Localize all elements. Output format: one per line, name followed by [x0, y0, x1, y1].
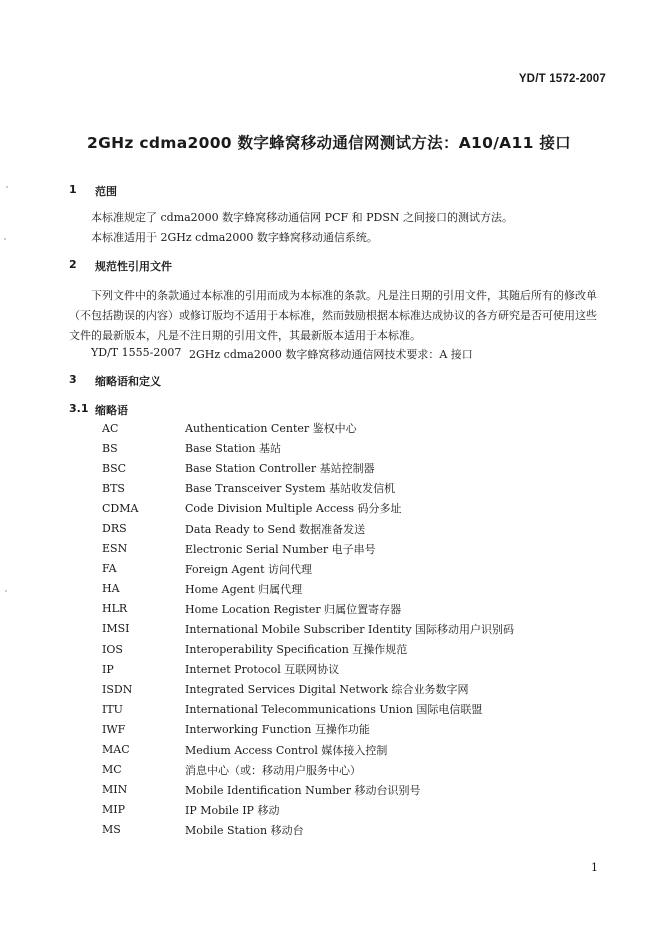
abbreviation-term: IMSI	[102, 622, 130, 636]
abbreviation-term: ITU	[102, 702, 123, 716]
reference-title: 2GHz cdma2000 数字蜂窝移动通信网技术要求：A 接口	[189, 348, 473, 361]
abbreviation-definition: Internet Protocol 互联网协议	[185, 663, 340, 677]
standard-code: YD/T 1572-2007	[518, 73, 606, 85]
abbreviation-term: IOS	[102, 642, 123, 656]
abbreviation-row	[102, 639, 514, 659]
abbreviation-row	[102, 820, 514, 840]
paragraph: 下列文件中的条款通过本标准的引用而成为本标准的条款。凡是注日期的引用文件，其随后所有的修改单（不包括勘误的内容）或修订版均不适用于本标准，然而鼓励根据本标准达成协议的各方研究是否可使用这些文件的最新版本，凡是不注日期的引用文件，其最新版本适用于本标准。	[69, 289, 597, 342]
section-2-heading	[69, 258, 172, 274]
abbreviation-definition: Data Ready to Send 数据准备发送	[185, 522, 366, 536]
abbreviation-row	[102, 659, 514, 679]
abbreviation-row	[102, 760, 514, 780]
abbreviation-row	[102, 518, 514, 538]
abbreviation-term: ESN	[102, 542, 128, 556]
page-number: 1	[591, 861, 598, 874]
abbreviation-row	[102, 539, 514, 559]
abbreviation-term: BTS	[102, 481, 125, 495]
abbreviation-list	[102, 418, 514, 840]
abbreviation-definition: Integrated Services Digital Network 综合业务数字网	[185, 683, 469, 697]
abbreviation-definition: Base Station 基站	[185, 442, 281, 456]
abbreviation-definition: Base Station Controller 基站控制器	[185, 462, 375, 476]
abbreviation-term: BS	[102, 441, 118, 455]
abbreviation-definition: IP Mobile IP 移动	[185, 803, 280, 817]
section-title: 规范性引用文件	[95, 260, 172, 273]
abbreviation-row	[102, 559, 514, 579]
abbreviation-definition: Interoperability Specification 互操作规范	[185, 643, 408, 657]
section-1-body	[69, 208, 604, 248]
abbreviation-term: BSC	[102, 461, 127, 475]
normative-reference	[91, 346, 473, 362]
abbreviation-row	[102, 438, 514, 458]
abbreviation-term: AC	[102, 421, 119, 435]
abbreviation-definition: Mobile Station 移动台	[185, 823, 304, 837]
section-title: 范围	[95, 185, 117, 198]
abbreviation-row	[102, 800, 514, 820]
abbreviation-row	[102, 679, 514, 699]
abbreviation-term: IP	[102, 662, 114, 676]
section-1-heading	[69, 183, 117, 199]
abbreviation-term: IWF	[102, 722, 126, 736]
abbreviation-definition: Home Location Register 归属位置寄存器	[185, 602, 402, 616]
abbreviation-term: HA	[102, 582, 120, 596]
paragraph: 本标准适用于 2GHz cdma2000 数字蜂窝移动通信系统。	[91, 231, 378, 244]
abbreviation-term: DRS	[102, 522, 127, 536]
section-number: 2	[69, 258, 77, 271]
abbreviation-row	[102, 458, 514, 478]
paragraph: 本标准规定了 cdma2000 数字蜂窝移动通信网 PCF 和 PDSN 之间接口的测试方法。	[91, 211, 513, 224]
abbreviation-term: FA	[102, 562, 117, 576]
abbreviation-definition: Foreign Agent 访问代理	[185, 562, 313, 576]
abbreviation-row	[102, 699, 514, 719]
abbreviation-definition: Authentication Center 鉴权中心	[185, 422, 357, 436]
section-number: 3.1	[69, 402, 89, 415]
abbreviation-term: MIN	[102, 783, 128, 797]
abbreviation-term: ISDN	[102, 682, 133, 696]
abbreviation-row	[102, 780, 514, 800]
abbreviation-definition: Base Transceiver System 基站收发信机	[185, 482, 396, 496]
abbreviation-row	[102, 478, 514, 498]
section-3-heading	[69, 373, 161, 389]
abbreviation-definition: International Mobile Subscriber Identity 国际移动用户识别码	[185, 622, 515, 636]
abbreviation-row	[102, 619, 514, 639]
abbreviation-row	[102, 498, 514, 518]
abbreviation-row	[102, 719, 514, 739]
abbreviation-term: CDMA	[102, 501, 139, 515]
abbreviation-definition: Code Division Multiple Access 码分多址	[185, 502, 402, 516]
abbreviation-term: MAC	[102, 743, 130, 757]
abbreviation-row	[102, 740, 514, 760]
reference-code: YD/T 1555-2007	[91, 346, 182, 359]
scan-artifact	[6, 186, 8, 188]
abbreviation-term: HLR	[102, 602, 128, 616]
abbreviation-row	[102, 579, 514, 599]
section-title: 缩略语和定义	[95, 375, 161, 388]
scan-artifact	[4, 238, 6, 240]
abbreviation-definition: Mobile Identification Number 移动台识别号	[185, 783, 421, 797]
abbreviation-row	[102, 418, 514, 438]
abbreviation-row	[102, 599, 514, 619]
abbreviation-term: MIP	[102, 803, 126, 817]
section-3-1-heading	[69, 402, 128, 418]
abbreviation-term: MC	[102, 763, 122, 777]
document-title: 2GHz cdma2000 数字蜂窝移动通信网测试方法：A10/A11 接口	[87, 134, 571, 152]
abbreviation-term: MS	[102, 823, 121, 837]
abbreviation-definition: Electronic Serial Number 电子串号	[185, 542, 376, 556]
section-number: 1	[69, 183, 77, 196]
section-number: 3	[69, 373, 77, 386]
section-2-body	[69, 286, 604, 346]
scan-artifact	[5, 590, 7, 592]
abbreviation-definition: Home Agent 归属代理	[185, 582, 303, 596]
abbreviation-definition: Medium Access Control 媒体接入控制	[185, 743, 388, 757]
section-title: 缩略语	[95, 404, 128, 417]
abbreviation-definition: Interworking Function 互操作功能	[185, 723, 370, 737]
abbreviation-definition: 消息中心（或：移动用户服务中心）	[185, 763, 361, 777]
abbreviation-definition: International Telecommunications Union 国际电信联盟	[185, 703, 483, 717]
